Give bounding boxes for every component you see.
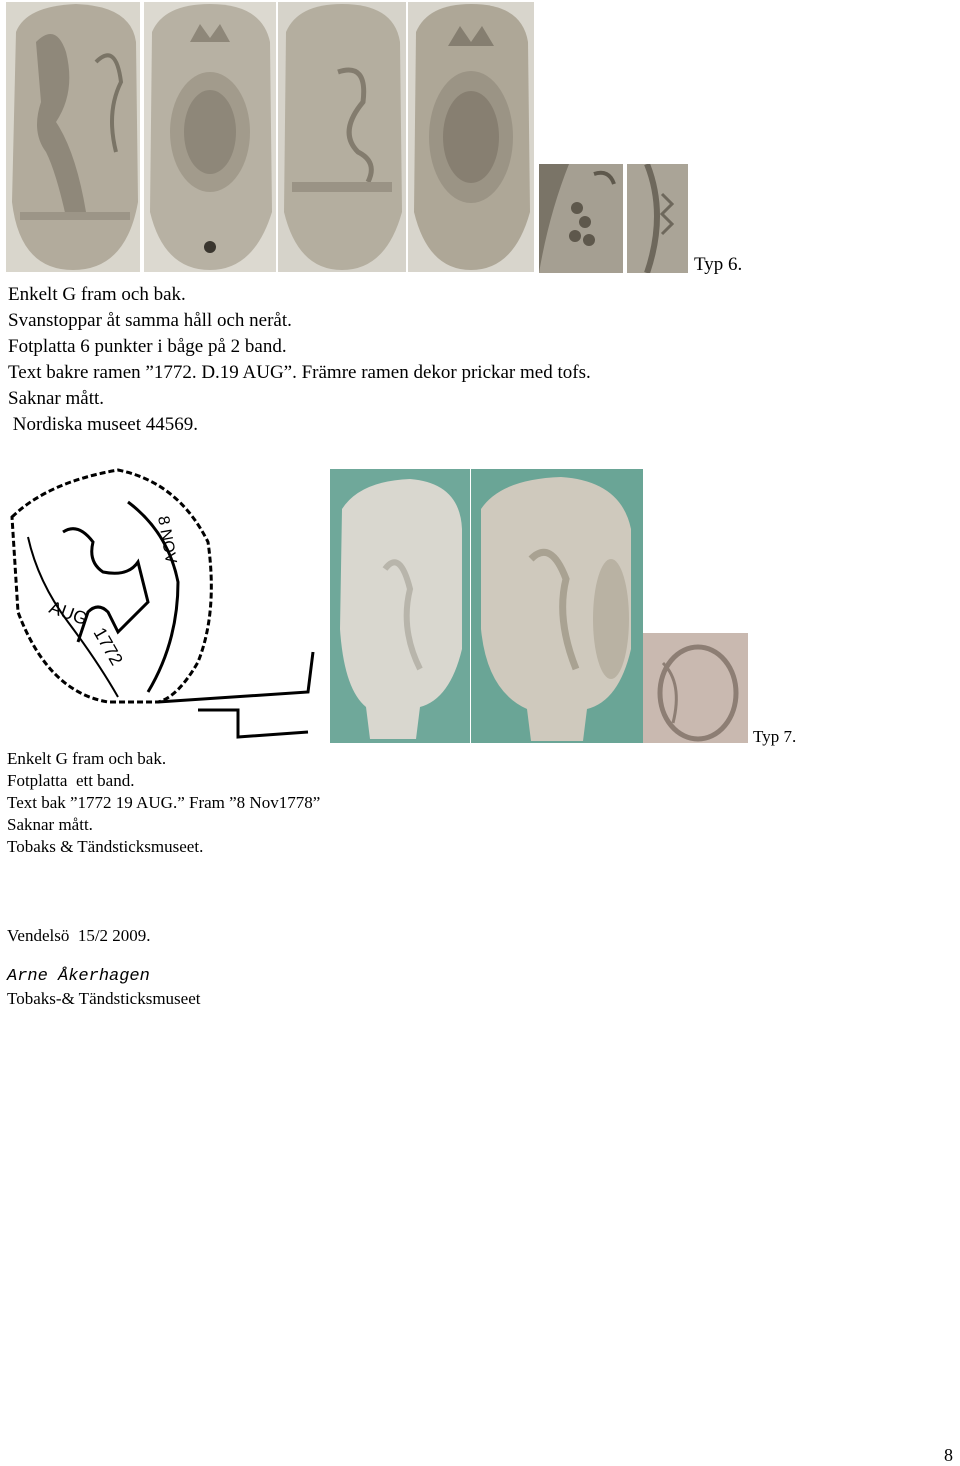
typ6-line-5: Saknar mått. xyxy=(8,388,105,409)
typ7-line-5: Tobaks & Tändsticksmuseet. xyxy=(7,837,204,856)
typ7-line-drawing xyxy=(8,462,318,742)
typ7-drawing-1772: 1772 xyxy=(89,624,127,669)
typ7-line-2: Fotplatta ett band. xyxy=(7,771,135,790)
typ7-line-4: Saknar mått. xyxy=(7,815,93,834)
typ6-photo-detail-dots xyxy=(539,164,623,273)
typ7-drawing-aug: AUG xyxy=(46,596,91,630)
typ6-line-4: Text bakre ramen ”1772. D.19 AUG”. Främre ramen dekor prickar med tofs. xyxy=(8,362,591,383)
typ7-line-3: Text bak ”1772 19 AUG.” Fram ”8 Nov1778” xyxy=(7,793,321,812)
typ7-photo-detail xyxy=(643,633,748,743)
typ7-label: Typ 7. xyxy=(753,727,797,746)
typ6-line-2: Svanstoppar åt samma håll och neråt. xyxy=(8,310,292,331)
typ6-label: Typ 6. xyxy=(694,254,743,275)
typ6-line-3: Fotplatta 6 punkter i båge på 2 band. xyxy=(8,336,287,357)
footer-place-date: Vendelsö 15/2 2009. xyxy=(7,926,151,945)
typ6-line-1: Enkelt G fram och bak. xyxy=(8,284,186,305)
typ7-photo-bowl-left xyxy=(330,469,470,743)
typ6-photo-crest-back xyxy=(408,2,534,272)
typ6-photo-detail-tassel xyxy=(627,164,688,273)
page-number: 8 xyxy=(944,1445,953,1465)
typ7-drawing-nov: 8 NOV xyxy=(154,514,180,565)
footer-organization: Tobaks-& Tändsticksmuseet xyxy=(7,989,201,1008)
typ6-photo-tail-side xyxy=(278,2,406,272)
typ6-photo-crest-front xyxy=(144,2,276,272)
typ7-line-1: Enkelt G fram och bak. xyxy=(7,749,167,768)
typ7-photo-bowl-center xyxy=(471,469,643,743)
typ6-photo-lion-side xyxy=(6,2,140,272)
typ6-line-6: Nordiska museet 44569. xyxy=(8,414,198,435)
footer-author: Arne Åkerhagen xyxy=(7,967,150,986)
